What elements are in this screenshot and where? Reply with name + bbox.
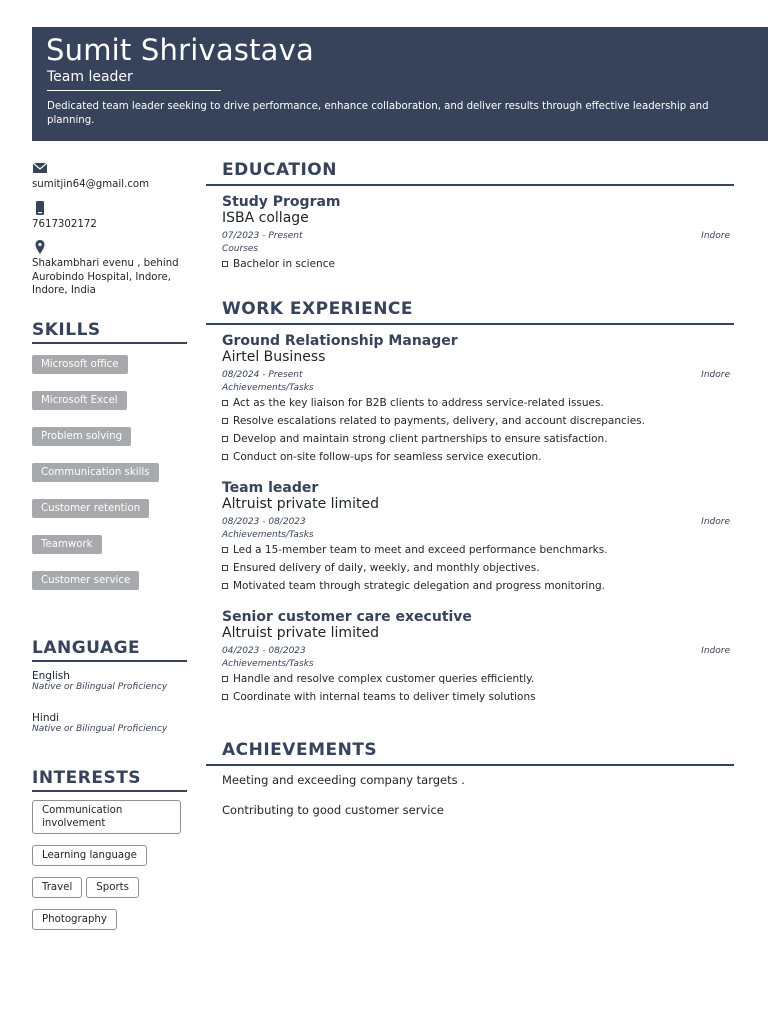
job-title: Team leader xyxy=(222,480,319,496)
list-item: Conduct on-site follow-ups for seamless service execution. xyxy=(222,448,732,466)
job-meta xyxy=(222,368,732,382)
tasks-label: Achievements/Tasks xyxy=(222,383,314,393)
interest-tag: Learning language xyxy=(32,845,147,866)
task-list xyxy=(222,670,732,706)
interest-tag: Photography xyxy=(32,909,117,930)
contact-phone xyxy=(32,200,187,232)
education-dates: 07/2023 - Present xyxy=(222,231,303,241)
list-item: Bachelor in science xyxy=(222,255,732,273)
task-list xyxy=(222,394,732,466)
job-dates: 08/2023 - 08/2023 xyxy=(222,517,306,527)
list-item: Resolve escalations related to payments, delivery, and account discrepancies. xyxy=(222,412,732,430)
skill-tag: Communication skills xyxy=(32,463,159,482)
company-name: Altruist private limited xyxy=(222,496,379,512)
language-level: Native or Bilingual Proficiency xyxy=(32,723,168,734)
bullet-square-icon xyxy=(222,676,228,682)
achievement-item: Contributing to good customer service xyxy=(222,803,444,817)
skill-tag: Microsoft Excel xyxy=(32,391,127,410)
bullet-square-icon xyxy=(222,583,228,589)
language-name: Hindi xyxy=(32,711,60,724)
course-list xyxy=(222,255,732,273)
list-item: Act as the key liaison for B2B clients to address service-related issues. xyxy=(222,394,732,412)
skill-tag: Problem solving xyxy=(32,427,131,446)
language-level: Native or Bilingual Proficiency xyxy=(32,681,168,692)
candidate-role: Team leader xyxy=(47,69,133,85)
tasks-label: Achievements/Tasks xyxy=(222,659,314,669)
job-entry xyxy=(206,480,734,595)
tasks-label: Achievements/Tasks xyxy=(222,530,314,540)
skills-list xyxy=(32,352,187,604)
address-text: Shakambhari evenu , behind Aurobindo Hospital, Indore, Indore, India xyxy=(32,258,179,296)
list-item: Handle and resolve complex customer queries efficiently. xyxy=(222,670,732,688)
language-item xyxy=(32,670,187,692)
interest-tag: Sports xyxy=(86,877,139,898)
interest-tag: Travel xyxy=(32,877,82,898)
skill-tag: Customer retention xyxy=(32,499,149,518)
bullet-square-icon xyxy=(222,400,228,406)
company-name: Airtel Business xyxy=(222,349,326,365)
job-title: Senior customer care executive xyxy=(222,609,472,625)
bullet-square-icon xyxy=(222,261,228,267)
interest-tag: Communication involvement xyxy=(32,800,181,834)
job-dates: 04/2023 - 08/2023 xyxy=(222,646,306,656)
bullet-square-icon xyxy=(222,565,228,571)
main-content xyxy=(206,160,734,818)
bullet-square-icon xyxy=(222,694,228,700)
skill-tag: Teamwork xyxy=(32,535,102,554)
education-heading: EDUCATION xyxy=(206,160,734,186)
bullet-square-icon xyxy=(222,454,228,460)
education-location: Indore xyxy=(701,231,730,241)
job-entry xyxy=(206,333,734,466)
job-dates: 08/2024 - Present xyxy=(222,370,303,380)
bullet-square-icon xyxy=(222,418,228,424)
interests-list xyxy=(32,800,187,941)
bullet-square-icon xyxy=(222,436,228,442)
bullet-square-icon xyxy=(222,547,228,553)
work-heading: WORK EXPERIENCE xyxy=(206,299,734,325)
education-meta xyxy=(222,229,732,243)
job-location: Indore xyxy=(701,646,730,656)
education-entry xyxy=(206,194,734,273)
job-meta xyxy=(222,515,732,529)
school-name: ISBA collage xyxy=(222,210,309,226)
education-title: Study Program xyxy=(222,194,341,210)
job-entry xyxy=(206,609,734,706)
job-location: Indore xyxy=(701,517,730,527)
language-heading: LANGUAGE xyxy=(32,638,187,662)
language-item xyxy=(32,712,187,734)
task-list xyxy=(222,541,732,595)
list-item: Ensured delivery of daily, weekly, and monthly objectives. xyxy=(222,559,732,577)
list-item: Coordinate with internal teams to deliver timely solutions xyxy=(222,688,732,706)
list-item: Develop and maintain strong client partnerships to ensure satisfaction. xyxy=(222,430,732,448)
envelope-icon xyxy=(32,160,187,176)
resume-header xyxy=(32,27,768,141)
phone-icon xyxy=(32,200,187,216)
sidebar xyxy=(32,160,187,941)
location-pin-icon xyxy=(32,239,187,255)
contact-email xyxy=(32,160,187,192)
interests-heading: INTERESTS xyxy=(32,768,187,792)
phone-text: 7617302172 xyxy=(32,218,97,230)
list-item: Led a 15-member team to meet and exceed performance benchmarks. xyxy=(222,541,732,559)
profile-summary: Dedicated team leader seeking to drive performance, enhance collaboration, and deliver results through effective leadership and planning. xyxy=(47,101,709,126)
job-location: Indore xyxy=(701,370,730,380)
job-title: Ground Relationship Manager xyxy=(222,333,458,349)
skills-heading: SKILLS xyxy=(32,320,187,344)
achievement-item: Meeting and exceeding company targets . xyxy=(222,773,465,787)
skill-tag: Customer service xyxy=(32,571,139,590)
company-name: Altruist private limited xyxy=(222,625,379,641)
language-name: English xyxy=(32,669,70,682)
header-divider xyxy=(47,90,221,91)
candidate-name: Sumit Shrivastava xyxy=(46,33,314,67)
list-item: Motivated team through strategic delegation and progress monitoring. xyxy=(222,577,732,595)
contact-address xyxy=(32,239,187,298)
email-text[interactable]: sumitjin64@gmail.com xyxy=(32,179,150,190)
courses-label: Courses xyxy=(222,244,259,254)
skill-tag: Microsoft office xyxy=(32,355,128,374)
job-meta xyxy=(222,644,732,658)
achievements-heading: ACHIEVEMENTS xyxy=(206,740,734,766)
